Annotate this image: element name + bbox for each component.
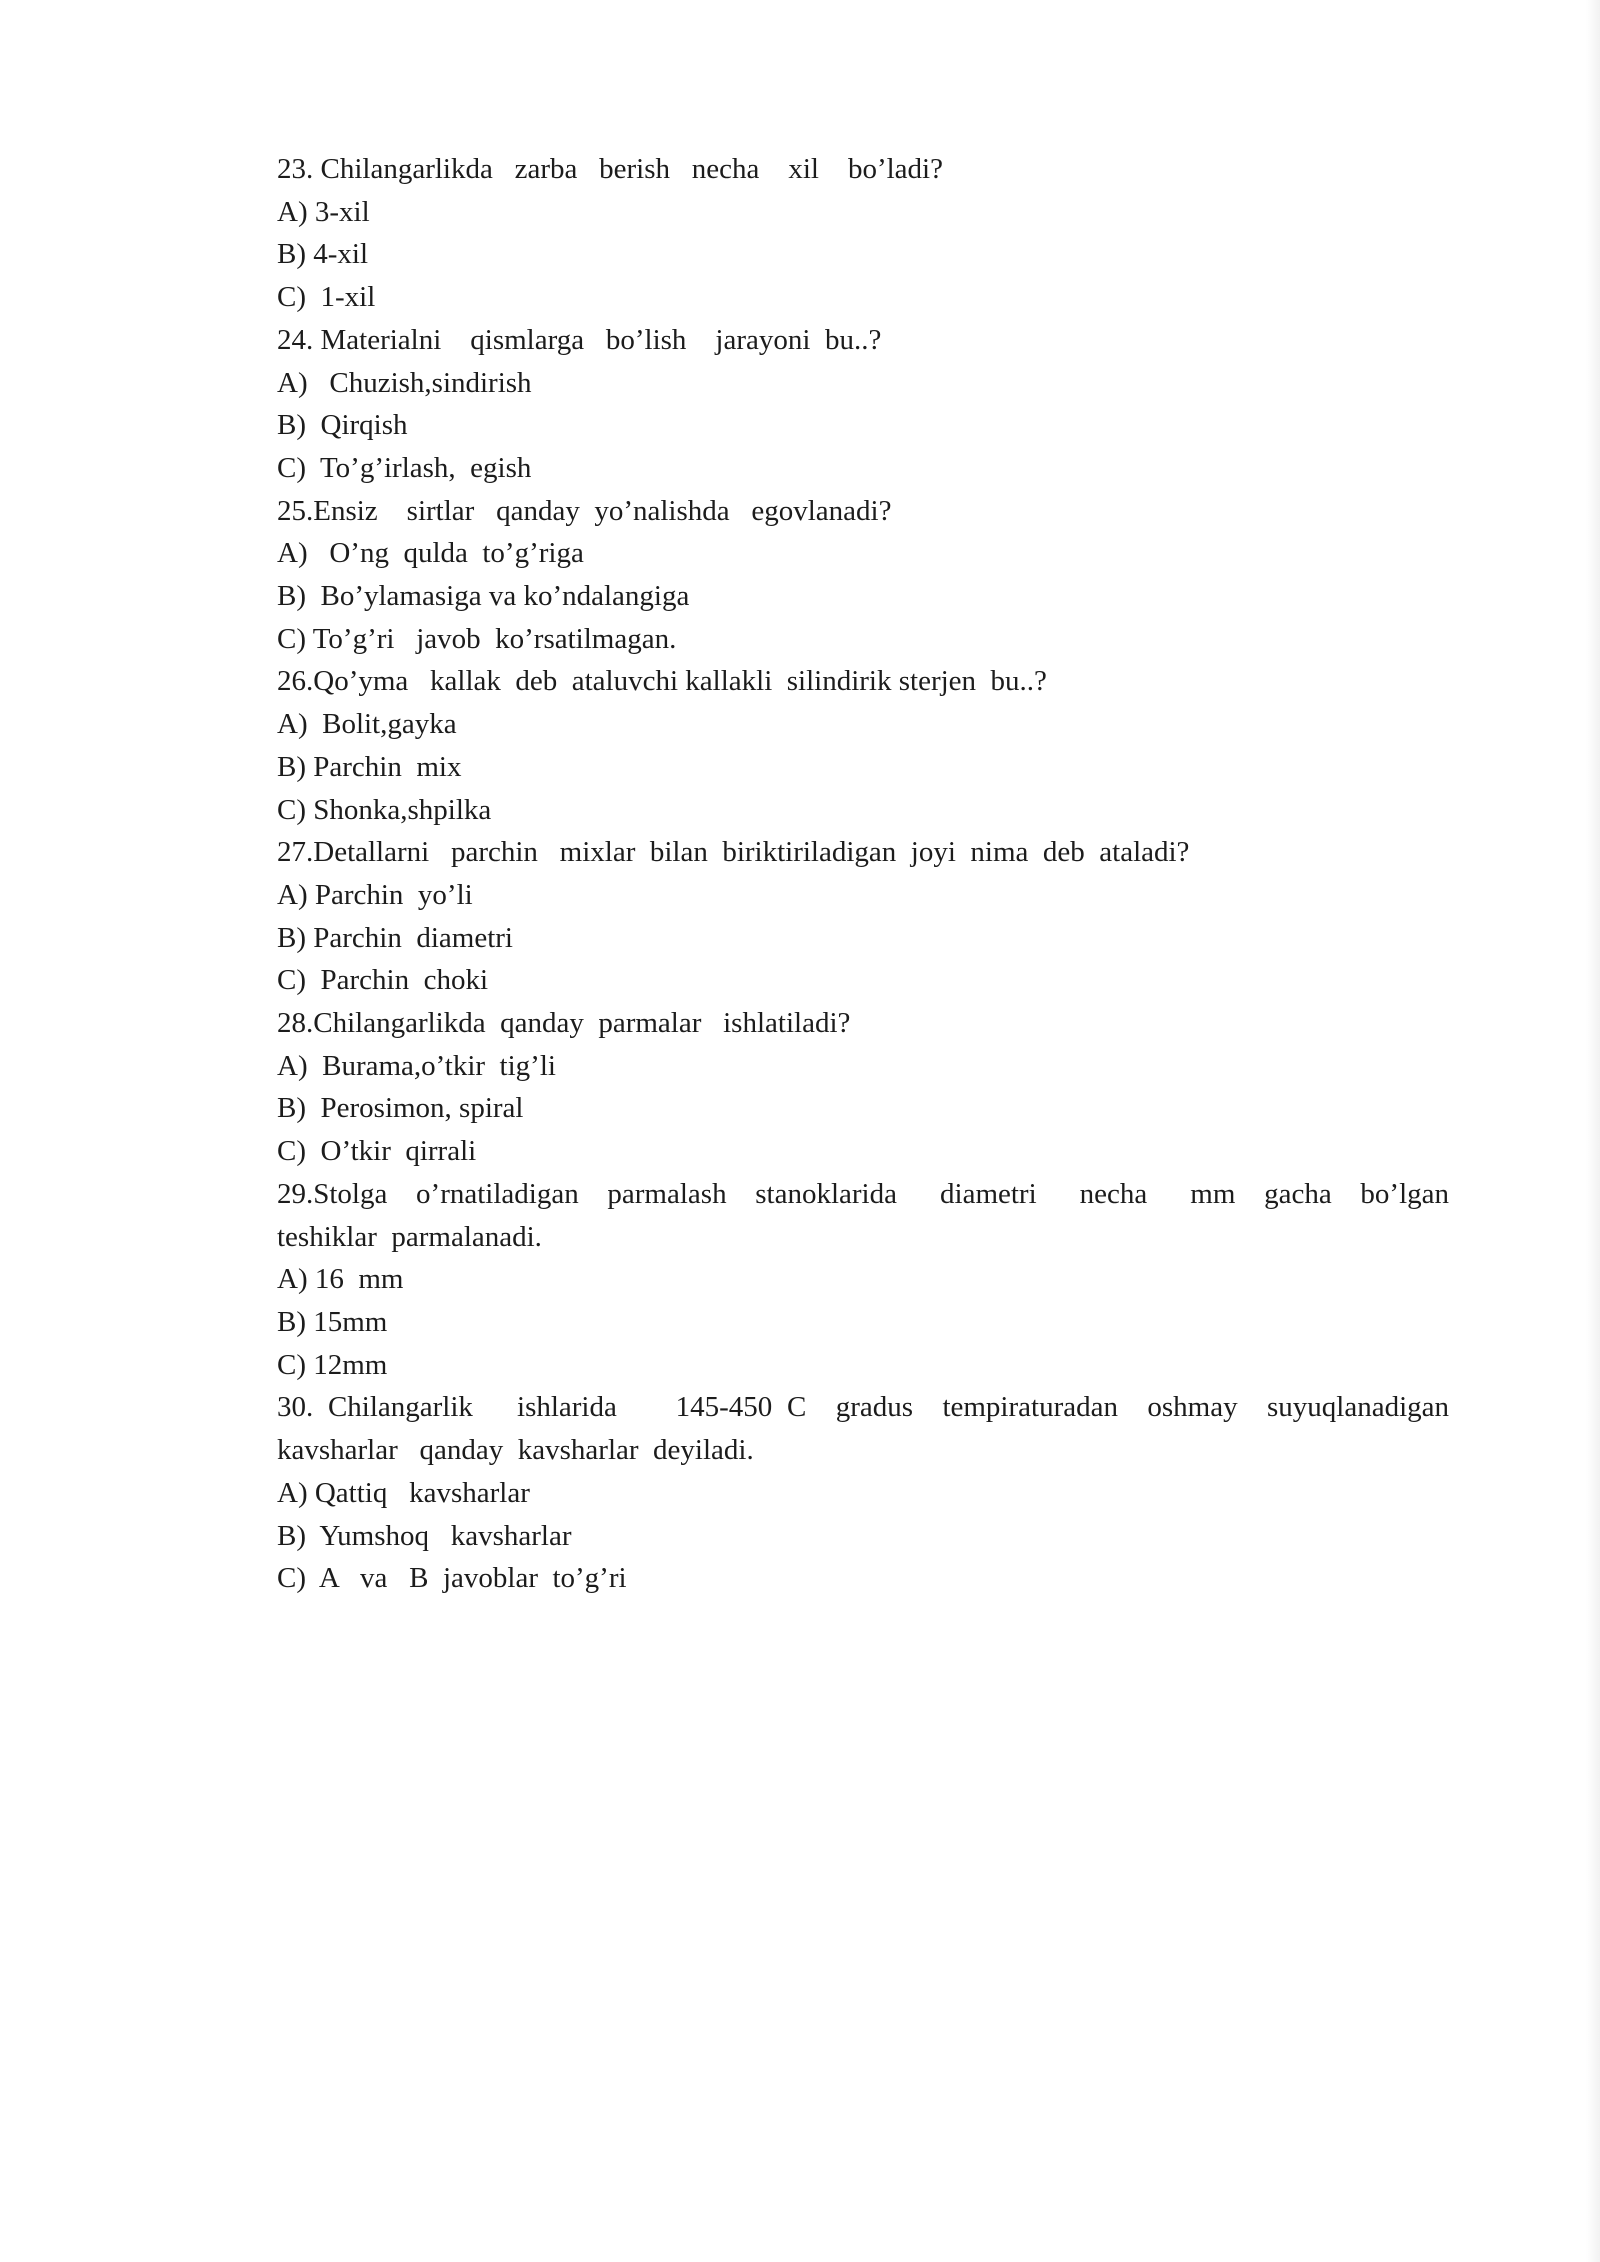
question-text: 30. Chilangarlik ishlarida 145-450 C gradus tempiraturadan oshmay suyuqlanadigan — [277, 1391, 1449, 1424]
answer-option: B) 15mm — [277, 1305, 388, 1338]
question-item — [277, 1173, 1449, 1387]
question-text: 26.Qo’yma kallak deb ataluvchi kallakli silindirik sterjen bu..? — [277, 665, 1047, 698]
answer-option: B) Parchin diametri — [277, 921, 513, 954]
answer-option: A) O’ng qulda to’g’riga — [277, 537, 584, 570]
answer-option: C) 12mm — [277, 1348, 388, 1381]
answer-option: A) Burama,o’tkir tig’li — [277, 1049, 556, 1082]
question-text-continuation: teshiklar parmalanadi. — [277, 1220, 542, 1253]
question-text-continuation: kavsharlar qanday kavsharlar deyiladi. — [277, 1434, 754, 1467]
question-text: 24. Materialni qismlarga bo’lish jarayoni bu..? — [277, 323, 882, 356]
answer-option: B) Parchin mix — [277, 750, 462, 783]
answer-option: C) To’g’ri javob ko’rsatilmagan. — [277, 622, 677, 655]
question-text: 23. Chilangarlikda zarba berish necha xil bo’ladi? — [277, 153, 943, 185]
answer-option: C) A va B javoblar to’g’ri — [277, 1562, 627, 1595]
question-item — [277, 660, 1449, 831]
question-text: 27.Detallarni parchin mixlar bilan biriktiriladigan joyi nima deb ataladi? — [277, 836, 1190, 869]
question-item — [277, 490, 1449, 661]
question-item — [277, 1002, 1449, 1173]
answer-option: C) Parchin choki — [277, 964, 489, 997]
answer-option: A) Chuzish,sindirish — [277, 366, 532, 399]
answer-option: C) To’g’irlash, egish — [277, 451, 532, 484]
answer-option: C) 1-xil — [277, 281, 376, 314]
answer-option: C) Shonka,shpilka — [277, 793, 492, 826]
answer-option: B) Qirqish — [277, 409, 408, 442]
answer-option: A) 16 mm — [277, 1263, 404, 1296]
question-item — [277, 831, 1449, 1002]
answer-option: A) Parchin yo’li — [277, 878, 473, 911]
question-text: 29.Stolga o’rnatiladigan parmalash stanoklarida diametri necha mm gacha bo’lgan — [277, 1177, 1449, 1210]
answer-option: B) Bo’ylamasiga va ko’ndalangiga — [277, 580, 690, 613]
answer-option: C) O’tkir qirrali — [277, 1135, 477, 1168]
question-list — [277, 148, 1449, 1600]
page-edge-shadow — [1586, 0, 1600, 2262]
answer-option: B) Perosimon, spiral — [277, 1092, 524, 1125]
answer-option: A) Qattiq kavsharlar — [277, 1476, 530, 1509]
answer-option: A) Bolit,gayka — [277, 708, 457, 741]
question-text: 25.Ensiz sirtlar qanday yo’nalishda egovlanadi? — [277, 494, 892, 527]
answer-option: B) Yumshoq kavsharlar — [277, 1519, 572, 1552]
answer-option: A) 3-xil — [277, 195, 370, 228]
question-item — [277, 1386, 1449, 1600]
question-text: 28.Chilangarlikda qanday parmalar ishlatiladi? — [277, 1007, 851, 1040]
answer-option: B) 4-xil — [277, 238, 369, 271]
question-item — [277, 148, 1449, 319]
question-item — [277, 319, 1449, 490]
